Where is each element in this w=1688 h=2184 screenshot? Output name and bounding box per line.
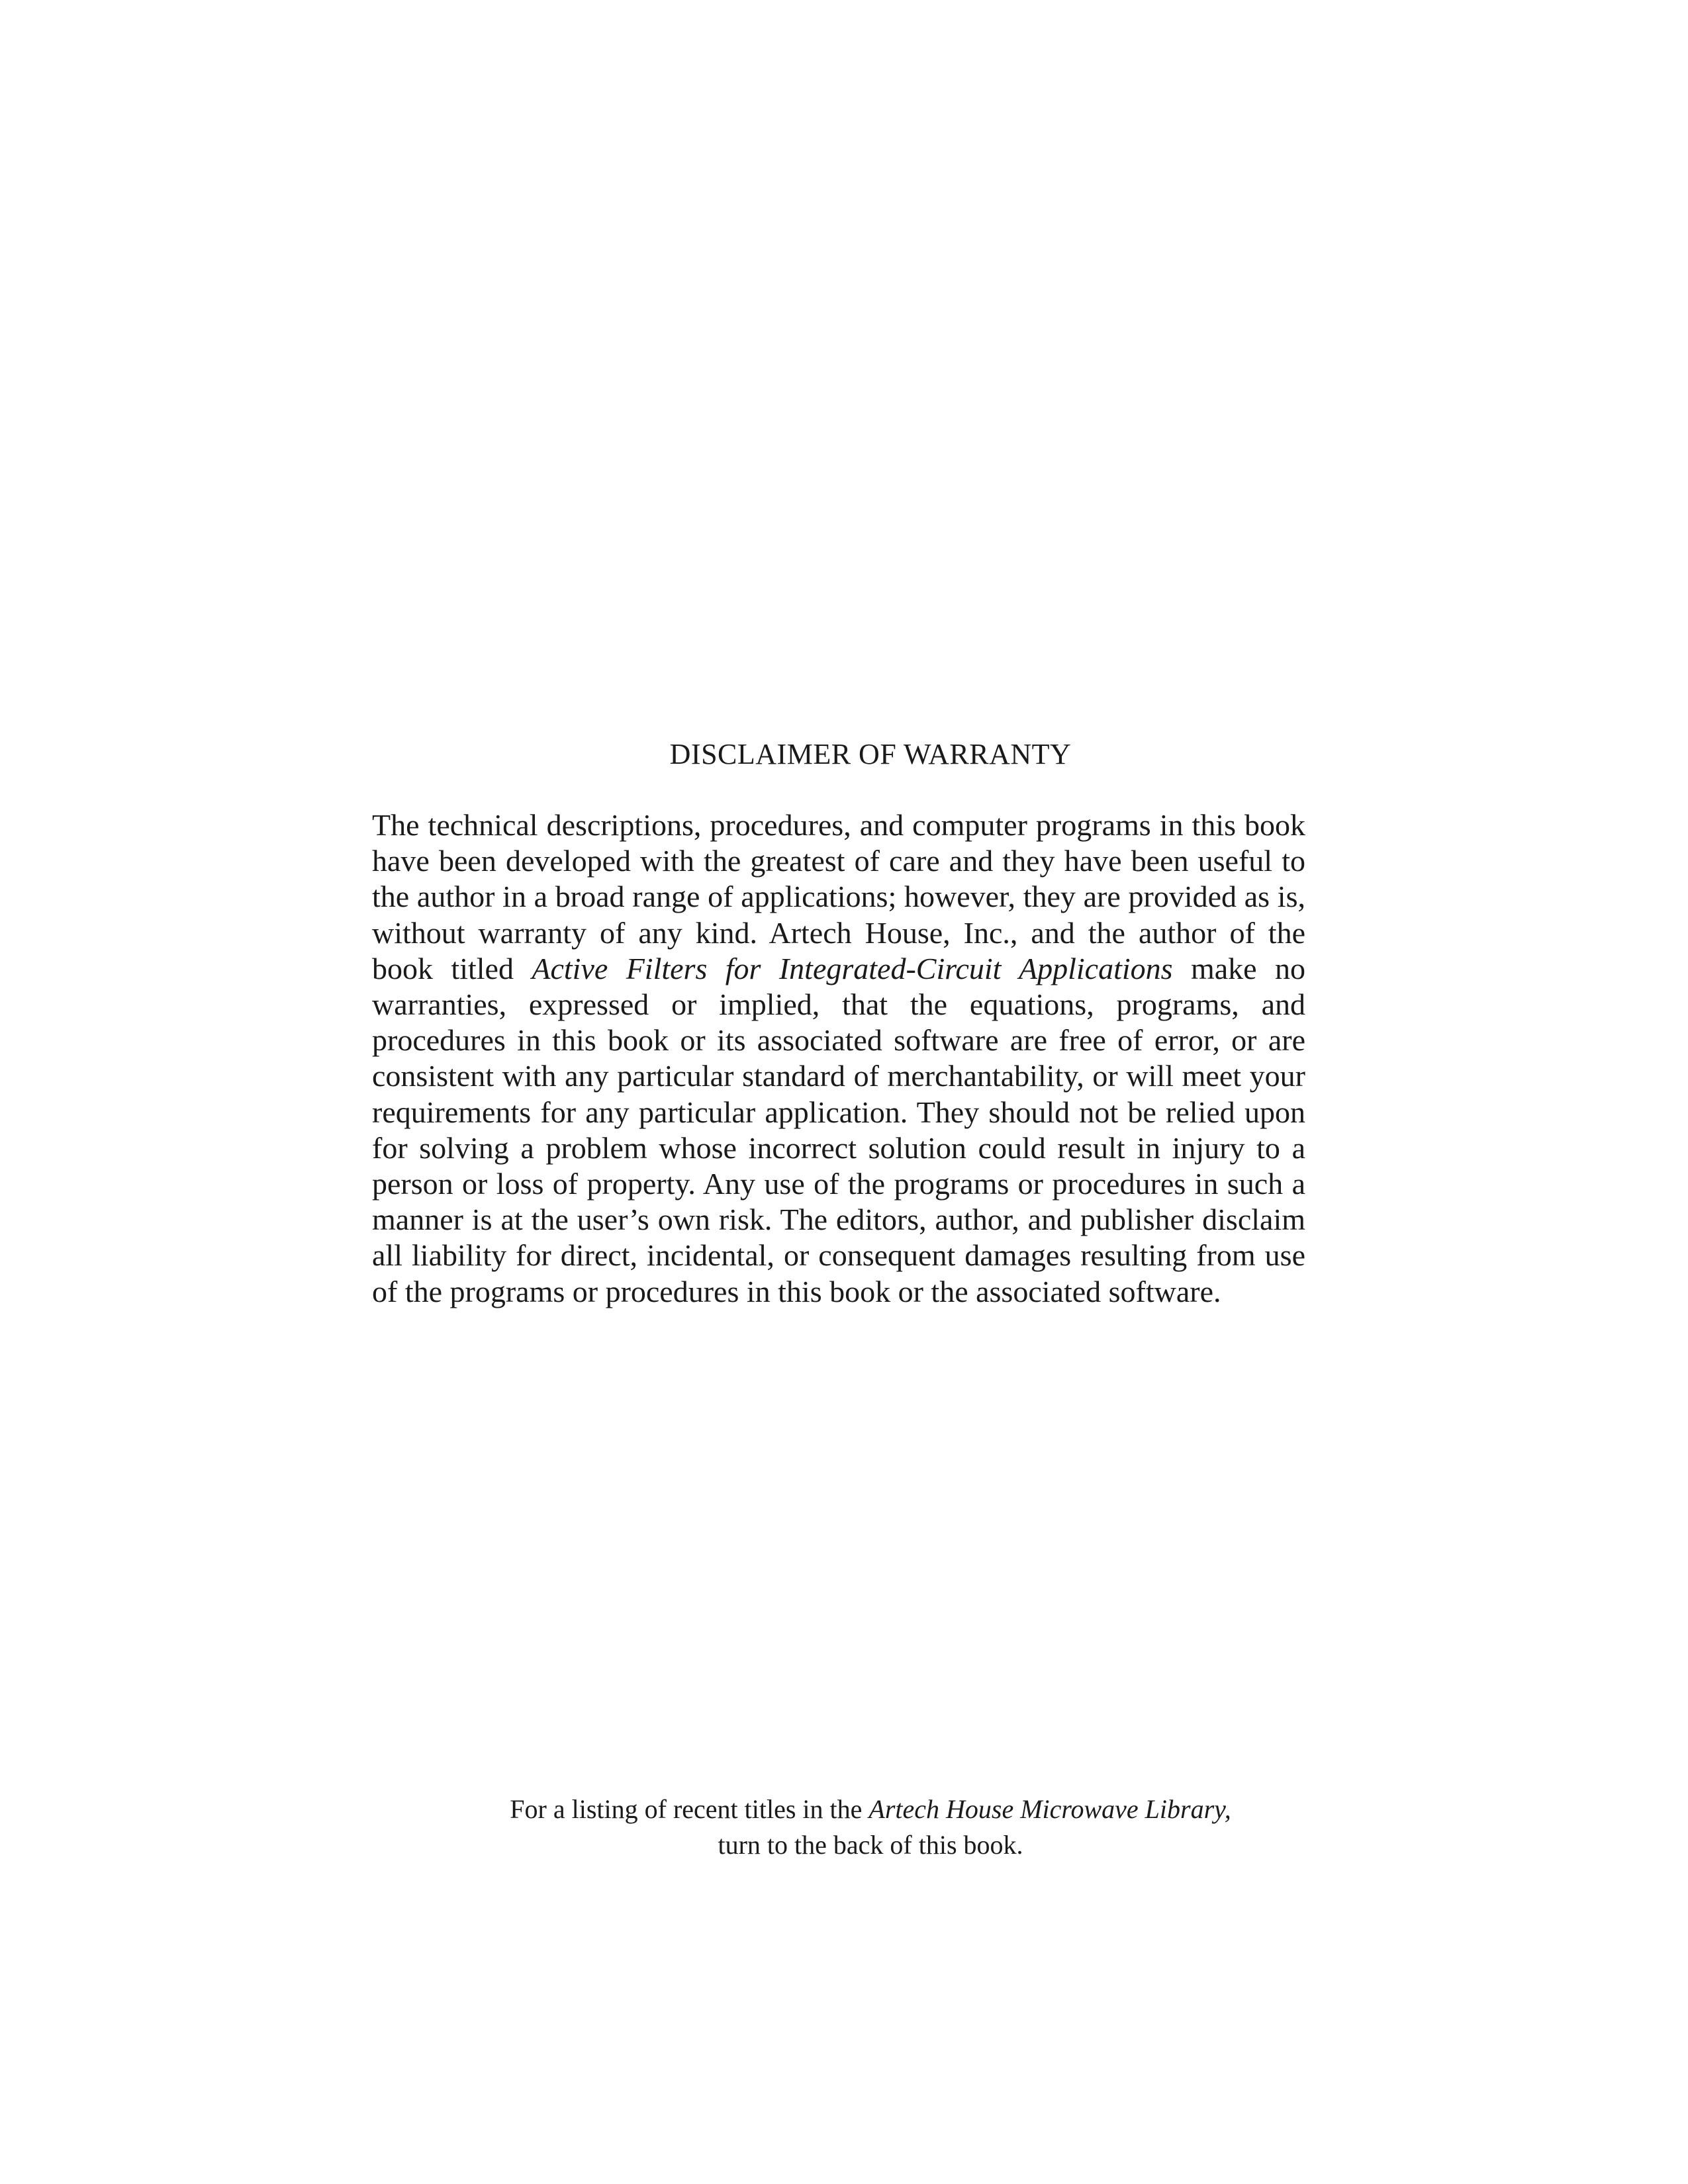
- book-title: Active Filters for Integrated-Circuit Applications: [532, 951, 1173, 985]
- disclaimer-paragraph: [372, 807, 1305, 1310]
- disclaimer-text-part2: make no warranties, expressed or implied, that the equations, programs, and procedures in this book or its associated software are free of error, or are consistent with any particular standard of merchantability, or will meet your requirements for any particular application. They should not be relied upon for solving a problem whose incorrect solution could result in injury to a person or loss of property. Any use of the programs or procedures in such a manner is at the user’s own risk. The editors, author, and publisher disclaim all liability for direct, incidental, or consequent damages resulting from use of the programs or procedures in this book or the associated software.: [372, 951, 1306, 1308]
- disclaimer-heading: DISCLAIMER OF WARRANTY: [669, 738, 1072, 770]
- disclaimer-body: [372, 807, 1305, 1310]
- library-name: Artech House Microwave Library,: [868, 1794, 1231, 1824]
- footer-line-2: turn to the back of this book.: [718, 1830, 1023, 1860]
- footer-line-1: [0, 1792, 1688, 1827]
- disclaimer-text-part1: The technical descriptions, procedures, and computer programs in this book have been developed with the greatest of care and they have been useful to the author in a broad range of applications; however, they are provided as is, without warranty of any kind. Artech House, Inc., and the author of the book titled: [372, 808, 1305, 985]
- footer-line-1-prefix: For a listing of recent titles in the: [510, 1794, 869, 1824]
- footer-note: [0, 1792, 1688, 1863]
